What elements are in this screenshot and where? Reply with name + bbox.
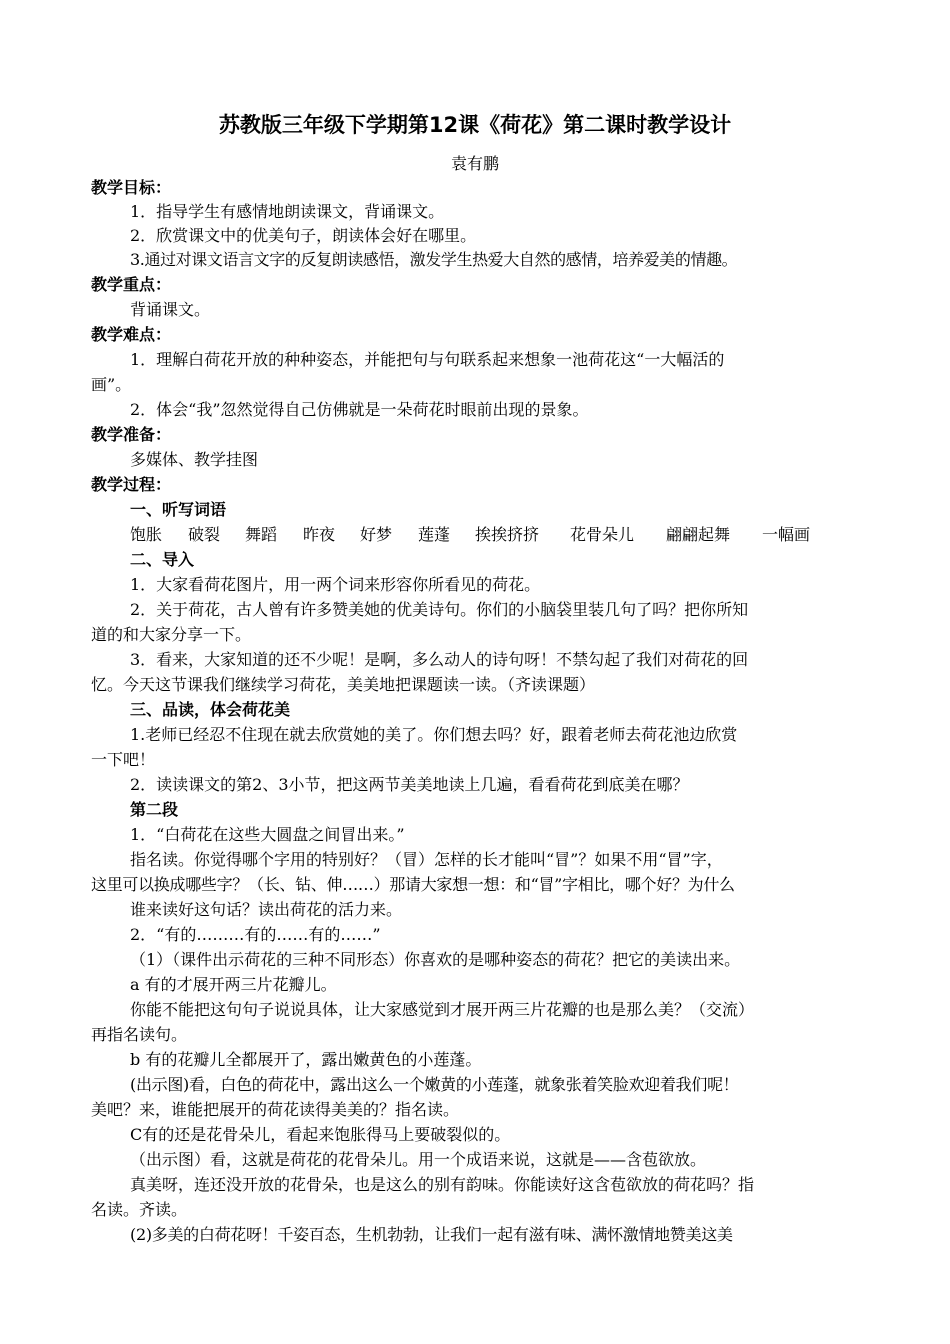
vocab-word: 一幅画 — [762, 525, 811, 544]
intro-3-cont: 忆。今天这节课我们继续学习荷花，美美地把课题读一读。（齐读课题） — [91, 675, 596, 694]
intro-1: 1．大家看荷花图片，用一两个词来形容你所看见的荷花。 — [130, 575, 541, 594]
intro-3: 3．看来，大家知道的还不少呢！是啊，多么动人的诗句呀！不禁勾起了我们对荷花的回 — [130, 650, 749, 669]
para-line: 指名读。你觉得哪个字用的特别好？（冒）怎样的长才能叫“冒”？如果不用“冒”字， — [130, 850, 723, 869]
section-2-heading: 二、导入 — [130, 550, 195, 569]
process-heading: 教学过程： — [91, 475, 172, 494]
prep-heading: 教学准备： — [91, 425, 172, 444]
para-line: (出示图)看，白色的荷花中，露出这么一个嫩黄的小莲蓬，就象张着笑脸欢迎着我们呢！ — [130, 1075, 739, 1094]
para-line: 名读。齐读。 — [91, 1200, 188, 1219]
goals-heading: 教学目标： — [91, 178, 172, 197]
para-line: b 有的花瓣儿全都展开了，露出嫩黄色的小莲蓬。 — [130, 1050, 482, 1069]
author-name: 袁有鹏 — [450, 154, 499, 173]
section-1-heading: 一、听写词语 — [130, 500, 227, 519]
para-line: （1）（课件出示荷花的三种不同形态）你喜欢的是哪种姿态的荷花？把它的美读出来。 — [130, 950, 741, 969]
para-line: 1．“白荷花在这些大圆盘之间冒出来。” — [130, 825, 405, 844]
vocab-word: 花骨朵儿 — [570, 525, 635, 544]
vocab-word: 舞蹈 — [245, 525, 278, 544]
goal-3: 3.通过对课文语言文字的反复朗读感悟，激发学生热爱大自然的感情，培养爱美的情趣。 — [130, 250, 738, 269]
para-line: (2)多美的白荷花呀！千姿百态，生机勃勃，让我们一起有滋有味、满怀激情地赞美这美 — [130, 1225, 733, 1244]
intro-2-cont: 道的和大家分享一下。 — [91, 625, 252, 644]
difficulty-heading: 教学难点： — [91, 325, 172, 344]
goal-1: 1．指导学生有感情地朗读课文，背诵课文。 — [130, 202, 445, 221]
para-line: （出示图）看，这就是荷花的花骨朵儿。用一个成语来说，这就是——含苞欲放。 — [130, 1150, 707, 1169]
para-line: C有的还是花骨朵儿，看起来饱胀得马上要破裂似的。 — [130, 1125, 511, 1144]
vocab-word: 莲蓬 — [418, 525, 451, 544]
goal-2: 2．欣赏课文中的优美句子，朗读体会好在哪里。 — [130, 226, 477, 245]
key-point: 背诵课文。 — [130, 300, 211, 319]
section-3-heading: 三、品读，体会荷花美 — [130, 700, 291, 719]
difficulty-2: 2．体会“我”忽然觉得自己仿佛就是一朵荷花时眼前出现的景象。 — [130, 400, 589, 419]
read-2: 2．读读课文的第2、3小节，把这两节美美地读上几遍，看看荷花到底美在哪？ — [130, 775, 689, 794]
vocab-word: 翩翩起舞 — [666, 525, 731, 544]
read-1-cont: 一下吧！ — [91, 750, 156, 769]
intro-2: 2．关于荷花，古人曾有许多赞美她的优美诗句。你们的小脑袋里装几句了吗？把你所知 — [130, 600, 749, 619]
para-line: 再指名读句。 — [91, 1025, 188, 1044]
read-1: 1.老师已经忍不住现在就去欣赏她的美了。你们想去吗？好，跟着老师去荷花池边欣赏 — [130, 725, 738, 744]
para-line: 这里可以换成哪些字？（长、钻、伸……）那请大家想一想：和“冒”字相比，哪个好？为什么 — [91, 875, 735, 894]
vocab-word: 饱胀 — [130, 525, 163, 544]
vocab-word: 昨夜 — [303, 525, 336, 544]
difficulty-1: 1．理解白荷花开放的种种姿态，并能把句与句联系起来想象一池荷花这“一大幅活的 — [130, 350, 725, 369]
vocab-word: 挨挨挤挤 — [475, 525, 540, 544]
vocab-word: 好梦 — [360, 525, 393, 544]
para-line: 你能不能把这句句子说说具体，让大家感觉到才展开两三片花瓣的也是那么美？（交流） — [130, 1000, 755, 1019]
prep-item: 多媒体、教学挂图 — [130, 450, 259, 469]
para-line: 谁来读好这句话？读出荷花的活力来。 — [130, 900, 403, 919]
para-line: 美吧？来，谁能把展开的荷花读得美美的？指名读。 — [91, 1100, 460, 1119]
para-line: a 有的才展开两三片花瓣儿。 — [130, 975, 337, 994]
paragraph-2-heading: 第二段 — [130, 800, 179, 819]
para-line: 真美呀，连还没开放的花骨朵，也是这么的别有韵味。你能读好这含苞欲放的荷花吗？指 — [130, 1175, 755, 1194]
vocab-word: 破裂 — [188, 525, 221, 544]
para-line: 2．“有的………有的……有的……” — [130, 925, 381, 944]
difficulty-1-cont: 画”。 — [91, 375, 132, 394]
key-heading: 教学重点： — [91, 275, 172, 294]
document-title: 苏教版三年级下学期第12课《荷花》第二课时教学设计 — [218, 113, 732, 137]
